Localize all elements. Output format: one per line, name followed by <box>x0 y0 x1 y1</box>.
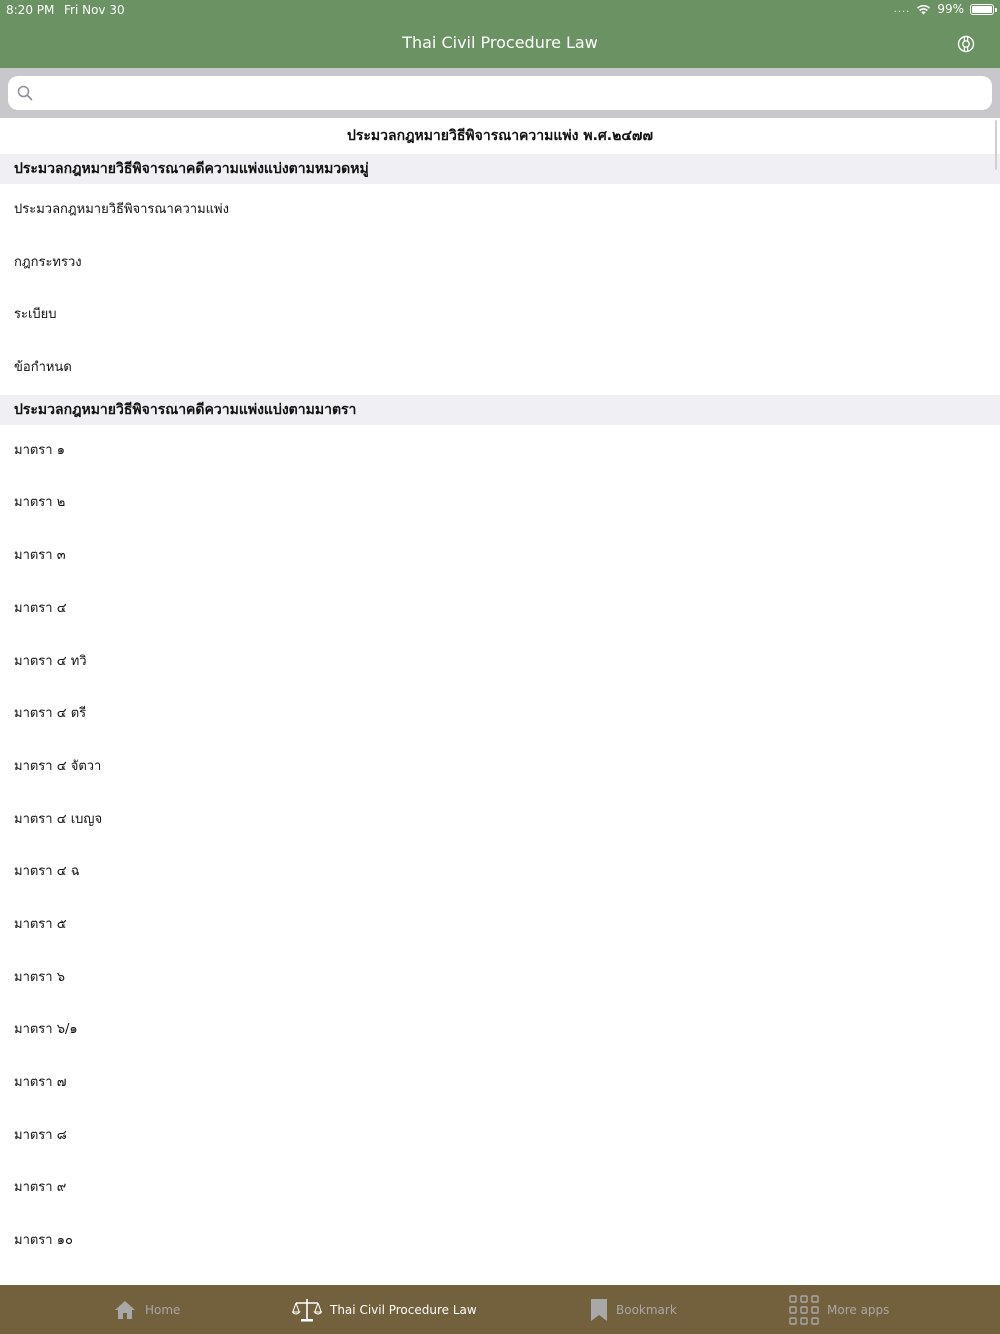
scales-icon <box>292 1297 322 1323</box>
tab-label: More apps <box>827 1302 890 1317</box>
list-item[interactable]: มาตรา ๖/๑ <box>14 1022 78 1038</box>
page-title: Thai Civil Procedure Law <box>402 33 598 52</box>
status-indicators <box>894 2 994 16</box>
battery-icon <box>970 4 994 15</box>
list-item[interactable]: มาตรา ๑๐ <box>14 1233 73 1249</box>
signal-icon: .... <box>893 3 911 15</box>
list-item[interactable]: มาตรา ๔ <box>14 600 67 616</box>
list-item[interactable]: มาตรา ๓ <box>14 548 66 564</box>
wifi-icon <box>916 4 931 15</box>
list-item[interactable]: ระเบียบ <box>14 307 57 323</box>
search-input[interactable] <box>40 76 984 112</box>
document-title: ประมวลกฎหมายวิธีพิจารณาความแพ่ง พ.ศ.๒๔๗๗ <box>347 128 653 144</box>
list-item[interactable]: มาตรา ๖ <box>14 969 65 985</box>
battery-percent: 99% <box>937 2 964 16</box>
list-item[interactable]: มาตรา ๔ ฉ <box>14 864 80 880</box>
status-date: Fri Nov 30 <box>64 3 125 17</box>
scrollbar[interactable] <box>995 120 997 170</box>
tab-bookmark[interactable] <box>590 1285 677 1334</box>
tab-label: Home <box>145 1302 181 1317</box>
grid-icon <box>789 1295 819 1325</box>
section-header-sections: ประมวลกฎหมายวิธีพิจารณาคดีความแพ่งแบ่งตามมาตรา <box>0 395 1000 425</box>
list-item[interactable]: มาตรา ๕ <box>14 916 67 932</box>
status-time: 8:20 PM <box>6 3 55 17</box>
tab-thai-civil-procedure-law[interactable] <box>292 1285 477 1334</box>
tab-label: Bookmark <box>616 1302 677 1317</box>
list-item[interactable]: มาตรา ๔ ทวิ <box>14 653 87 669</box>
nav-bar <box>0 0 1000 68</box>
search-field[interactable] <box>8 76 992 110</box>
tab-bar <box>0 1285 1000 1334</box>
help-buoy-icon[interactable] <box>956 34 976 54</box>
tab-label: Thai Civil Procedure Law <box>330 1302 477 1317</box>
home-icon <box>113 1298 137 1322</box>
list-item[interactable]: มาตรา ๔ เบญจ <box>14 811 103 827</box>
list-item[interactable]: มาตรา ๒ <box>14 495 66 511</box>
list-item[interactable]: ข้อกำหนด <box>14 360 72 376</box>
list-item[interactable]: กฎกระทรวง <box>14 254 82 270</box>
list-item[interactable]: ประมวลกฎหมายวิธีพิจารณาความแพ่ง <box>14 202 229 217</box>
list-item[interactable]: มาตรา ๑ <box>14 442 65 458</box>
list-item[interactable]: มาตรา ๙ <box>14 1180 67 1196</box>
list-item[interactable]: มาตรา ๔ ตรี <box>14 706 87 722</box>
status-bar <box>0 0 1000 22</box>
list-item[interactable]: มาตรา ๔ จัตวา <box>14 758 102 774</box>
section-header-categories: ประมวลกฎหมายวิธีพิจารณาคดีความแพ่งแบ่งตามหมวดหมู่ <box>0 154 1000 184</box>
content-list[interactable] <box>0 118 1000 1285</box>
bookmark-icon <box>590 1298 608 1322</box>
list-item[interactable]: มาตรา ๘ <box>14 1127 67 1143</box>
tab-more-apps[interactable] <box>789 1285 889 1334</box>
list-item[interactable]: มาตรา ๗ <box>14 1075 67 1090</box>
search-bar <box>0 68 1000 118</box>
search-icon <box>16 84 34 102</box>
tab-home[interactable] <box>113 1285 180 1334</box>
